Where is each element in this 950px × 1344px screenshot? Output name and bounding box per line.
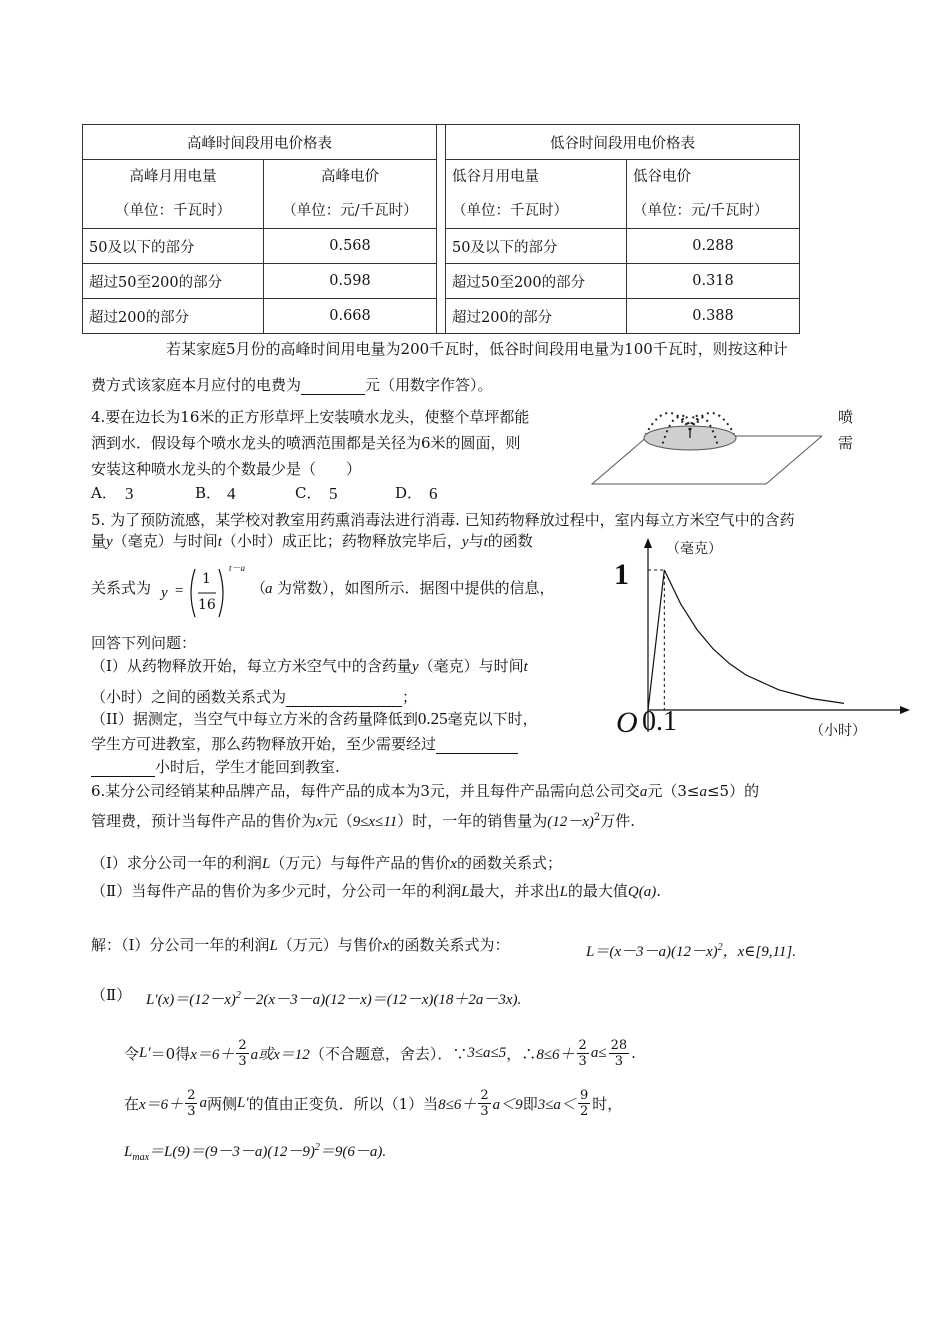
denominator: 2 <box>579 1103 589 1119</box>
col-peak-usage-header-b: （单位：千瓦时） <box>115 203 231 219</box>
q3-text-a: 费方式该家庭本月应付的电费为 <box>91 376 302 394</box>
q6-text: . <box>656 882 662 900</box>
solution-text: 的值由正变负．所以（1）当 <box>248 1094 439 1113</box>
q6-text: ）时，一年的销售量为 <box>397 812 548 830</box>
formula-numerator: 1 <box>202 571 211 587</box>
solution-line5 <box>124 1140 386 1163</box>
q6-text: 元（ <box>322 812 353 830</box>
bound-expr: 8≤6＋ <box>438 1096 477 1113</box>
q6-text: 管理费，预计当每件产品的售价为 <box>91 812 317 830</box>
var-a: a <box>199 1094 207 1111</box>
denominator: 3 <box>187 1103 196 1119</box>
exponent: 2 <box>235 990 241 1001</box>
denominator: 3 <box>480 1103 489 1119</box>
critical-point: x＝6＋ <box>139 1096 184 1113</box>
solution-text: （不合题意，舍去）．∵ <box>309 1044 468 1063</box>
q5-text: 学生方可进教室，那么药物释放开始，至少需要经过 <box>91 735 437 753</box>
option-a-value: 3 <box>125 484 134 503</box>
q5-text: 毫克以下时， <box>447 710 538 728</box>
solution-text: 在 <box>124 1094 140 1113</box>
numerator: 2 <box>480 1087 489 1103</box>
var-a: a <box>265 581 273 597</box>
var-x: x <box>450 856 457 872</box>
option-a-label: A． <box>91 484 117 502</box>
domain: ，x∈[9,11] <box>722 944 793 960</box>
formula-denominator: 16 <box>198 597 216 613</box>
q5-part2-line2 <box>91 733 518 754</box>
q5-text: 为常数），如图所示．据图中提供的信息， <box>277 579 555 597</box>
solution-text: 解：（Ⅰ）分公司一年的利润 <box>91 936 270 954</box>
q6-text: （Ⅰ）求分公司一年的利润 <box>91 854 262 872</box>
solution-formula-1 <box>586 940 796 961</box>
y-unit-label: （毫克） <box>666 541 722 557</box>
fraction-2-3 <box>478 1088 490 1119</box>
exponent: 2 <box>593 812 601 823</box>
q5-text: 关系式为 <box>91 579 152 597</box>
release-line <box>648 570 664 710</box>
table-gap <box>437 125 446 334</box>
q5-text: （I）从药物释放开始，每立方米空气中的含药量 <box>91 657 412 675</box>
q5-line2 <box>91 530 533 551</box>
valley-range-cell: 超过200的部分 <box>446 299 627 334</box>
derivative-rhs: －2(x－3－a)(12－x)＝(12－x)(18＋2a－3x) <box>240 992 518 1008</box>
fraction-2-3 <box>236 1038 248 1069</box>
profit-function: L＝(x－3－a)(12－x) <box>586 944 718 960</box>
q6-text: 最大，并求出 <box>469 882 560 900</box>
solution-text: 令 <box>124 1044 140 1063</box>
peak-range-cell: 超过200的部分 <box>83 299 264 334</box>
q5-line4: 回答下列问题： <box>91 634 197 652</box>
q5-part1-line2 <box>91 686 417 707</box>
exponent: 2 <box>717 942 723 953</box>
q3-answer-blank <box>301 394 365 395</box>
option-d-value: 6 <box>429 484 438 503</box>
q5-text: （毫克）与时间 <box>112 532 218 550</box>
q4-side-char-1: 喷 <box>838 408 854 426</box>
q5-text: （小时）之间的函数关系式为 <box>91 688 287 706</box>
col-peak-price-header-b: （单位：元/千瓦时） <box>282 203 418 219</box>
q6-text: 元（3≤ <box>647 782 700 800</box>
q5-answer-blank-2 <box>436 753 518 754</box>
q5-text: ； <box>402 688 418 706</box>
bound-expr: 3≤a＜ <box>537 1096 576 1113</box>
solution-part1 <box>91 934 509 955</box>
q6-line1 <box>91 780 759 801</box>
q4-side-char-2: 需 <box>838 434 854 452</box>
col-peak-usage-header-a: 高峰月用电量 <box>129 169 217 185</box>
valley-price-cell: 0.288 <box>627 229 800 264</box>
solution-line3 <box>124 1030 636 1076</box>
sprinkler-figure <box>590 400 822 490</box>
price-table <box>82 124 800 334</box>
col-valley-price-header-b: （单位：元/千瓦时） <box>633 203 769 219</box>
var-x: x <box>316 814 323 830</box>
q5-text: 的函数 <box>487 532 533 550</box>
a-range: 3≤a≤5 <box>467 1044 507 1061</box>
peak-range-cell: 50及以下的部分 <box>83 229 264 264</box>
var-L-prime: L′ <box>236 1094 249 1111</box>
col-valley-price-header-a: 低谷电价 <box>633 169 691 185</box>
price-range: 9≤x≤11 <box>352 814 398 830</box>
col-peak-usage-header <box>83 160 264 229</box>
q5-line1: 5. 为了预防流感，某学校对教室用药熏消毒法进行消毒. 已知药物释放过程中，室内每立方米空气中的含药 <box>91 511 795 529</box>
sales-volume: (12－x) <box>547 814 594 830</box>
option-c-value: 5 <box>329 484 338 503</box>
q5-part1-line1 <box>91 655 528 676</box>
numerator: 2 <box>238 1037 247 1053</box>
valley-range-cell: 50及以下的部分 <box>446 229 627 264</box>
solution-derivative <box>146 988 521 1009</box>
solution-text: ，∴ <box>506 1044 537 1063</box>
var-t: t <box>483 534 488 550</box>
fraction-2-3 <box>185 1088 197 1119</box>
fraction-2-3 <box>577 1038 589 1069</box>
solution-text: 即 <box>522 1094 538 1113</box>
option-b-value: 4 <box>227 484 236 503</box>
y-tick-label: 1 <box>614 558 629 591</box>
q6-text: 6.某分公司经销某种品牌产品，每件产品的成本为3元，并且每件产品需向总公司交 <box>91 782 640 800</box>
peak-price-cell: 0.568 <box>264 229 437 264</box>
q3-text-b: 元（用数字作答）。 <box>365 376 493 394</box>
x-axis-arrow <box>900 706 910 714</box>
x-tick-label: 0.1 <box>642 706 677 737</box>
valley-price-cell: 0.318 <box>627 264 800 299</box>
option-d-label: D． <box>395 484 423 502</box>
formula-exponent: t－a <box>229 563 246 573</box>
fraction-28-3 <box>609 1038 630 1069</box>
valley-price-cell: 0.388 <box>627 299 800 334</box>
var-y: y <box>106 534 113 550</box>
solution-part2-label: （Ⅱ） <box>91 986 132 1004</box>
subscript-max: max <box>132 1152 150 1163</box>
y-axis-arrow <box>644 538 652 548</box>
q5-text: 与 <box>468 532 484 550</box>
solution-text: 的函数关系式为： <box>389 936 510 954</box>
q5-text: 量 <box>91 532 107 550</box>
col-peak-price-header <box>264 160 437 229</box>
col-valley-price-header <box>627 160 800 229</box>
numerator: 2 <box>187 1087 196 1103</box>
var-L: L <box>461 884 470 900</box>
var-t: t <box>217 534 222 550</box>
var-t: t <box>523 659 528 675</box>
col-peak-price-header-a: 高峰电价 <box>321 169 379 185</box>
q6-text: （Ⅱ）当每件产品的售价为多少元时，分公司一年的利润 <box>91 882 462 900</box>
period: . <box>631 1044 636 1062</box>
peak-range-cell: 超过50至200的部分 <box>83 264 264 299</box>
solution-text: （万元）与售价 <box>277 936 383 954</box>
bound-expr: 8≤6＋ <box>536 1046 575 1063</box>
col-valley-usage-header <box>446 160 627 229</box>
q5-answer-blank-2b <box>91 776 155 777</box>
q5-text: 小时后，学生才能回到教室. <box>155 758 340 776</box>
q3-line1: 若某家庭5月份的高峰时间用电量为200千瓦时，低谷时间段用电量为100千瓦时，则按这种计 <box>166 340 788 358</box>
q5-answer-blank-1 <box>286 706 402 707</box>
bound-expr: a≤ <box>590 1044 607 1061</box>
option-b-label: B． <box>195 484 222 502</box>
max-result: ＝9(6－a) <box>319 1144 383 1160</box>
q6-sub2 <box>91 880 661 901</box>
q3-line2 <box>91 374 493 395</box>
max-expr: ＝L(9)＝(9－3－a)(12－9) <box>149 1144 315 1160</box>
solution-text: 时， <box>592 1094 623 1113</box>
q6-text: （万元）与每件产品的售价 <box>270 854 451 872</box>
concentration-graph <box>614 536 914 746</box>
bound-expr: a＜9 <box>492 1096 523 1113</box>
exponent: 2 <box>314 1142 320 1153</box>
peak-table-title: 高峰时间段用电价格表 <box>83 125 437 160</box>
q5-text: （II）据测定，当空气中每立方米的含药量降低到 <box>91 710 418 728</box>
period: . <box>517 992 522 1008</box>
q5-text: （毫克）与时间 <box>418 657 524 675</box>
x-unit-label: （小时） <box>810 723 866 739</box>
q6-text: ≤5）的 <box>706 782 760 800</box>
decay-curve <box>664 570 844 703</box>
max-value-Q: Q(a) <box>627 884 657 900</box>
q4-line1: 4.要在边长为16米的正方形草坪上安装喷水龙头，使整个草坪都能 <box>91 408 530 426</box>
solution-line4 <box>124 1080 622 1126</box>
q4-line2: 洒到水．假设每个喷水龙头的喷洒范围都是关径为6米的圆面，则 <box>91 434 521 452</box>
q5-text: （小时）成正比；药物释放完毕后， <box>221 532 462 550</box>
critical-point-2: a或x＝12 <box>250 1046 310 1063</box>
var-y: y <box>461 534 469 550</box>
var-L: L <box>261 856 271 872</box>
derivative-lhs: L′(x)＝(12－x) <box>146 992 236 1008</box>
peak-price-cell: 0.598 <box>264 264 437 299</box>
var-x: x <box>382 938 390 954</box>
col-valley-usage-header-a: 低谷月用电量 <box>452 169 539 185</box>
q6-text: 万件. <box>600 812 636 830</box>
period: . <box>792 944 796 960</box>
var-y: y <box>411 659 419 675</box>
col-valley-usage-header-b: （单位：千瓦时） <box>452 203 568 219</box>
var-a: a <box>639 784 648 800</box>
var-a: a <box>699 784 707 800</box>
q6-sub1 <box>91 852 562 873</box>
q5-part2-line3 <box>91 756 340 777</box>
valley-table-title: 低谷时间段用电价格表 <box>446 125 800 160</box>
numerator: 9 <box>579 1087 589 1103</box>
period: . <box>382 1144 387 1160</box>
numerator: 28 <box>610 1037 628 1053</box>
origin-label: O <box>616 706 638 739</box>
var-L: L <box>559 884 568 900</box>
fraction-9-2 <box>578 1088 590 1119</box>
q5-text: （ <box>251 579 267 597</box>
value-025: 0.25 <box>417 709 448 728</box>
var-L: L <box>269 938 278 954</box>
denominator: 3 <box>238 1053 247 1069</box>
valley-range-cell: 超过50至200的部分 <box>446 264 627 299</box>
var-L-prime: L′ <box>139 1044 151 1061</box>
peak-price-cell: 0.668 <box>264 299 437 334</box>
q5-part2-line1 <box>91 708 538 729</box>
q6-text: 的函数关系式； <box>456 854 562 872</box>
var-L: L <box>124 1144 133 1160</box>
q6-text: 的最大值 <box>567 882 628 900</box>
solution-text: ＝0得 <box>150 1044 191 1063</box>
option-c-label: C． <box>295 484 322 502</box>
denominator: 3 <box>614 1053 623 1069</box>
denominator: 3 <box>578 1053 587 1069</box>
solution-text: 两侧 <box>206 1094 237 1113</box>
critical-point: x＝6＋ <box>190 1046 235 1063</box>
formula-equals: = <box>175 583 184 599</box>
q6-line2 <box>91 810 635 831</box>
formula-y: y <box>161 585 168 601</box>
numerator: 2 <box>578 1037 587 1053</box>
q4-line3: 安装这种喷水龙头的个数最少是（ ） <box>91 460 362 478</box>
